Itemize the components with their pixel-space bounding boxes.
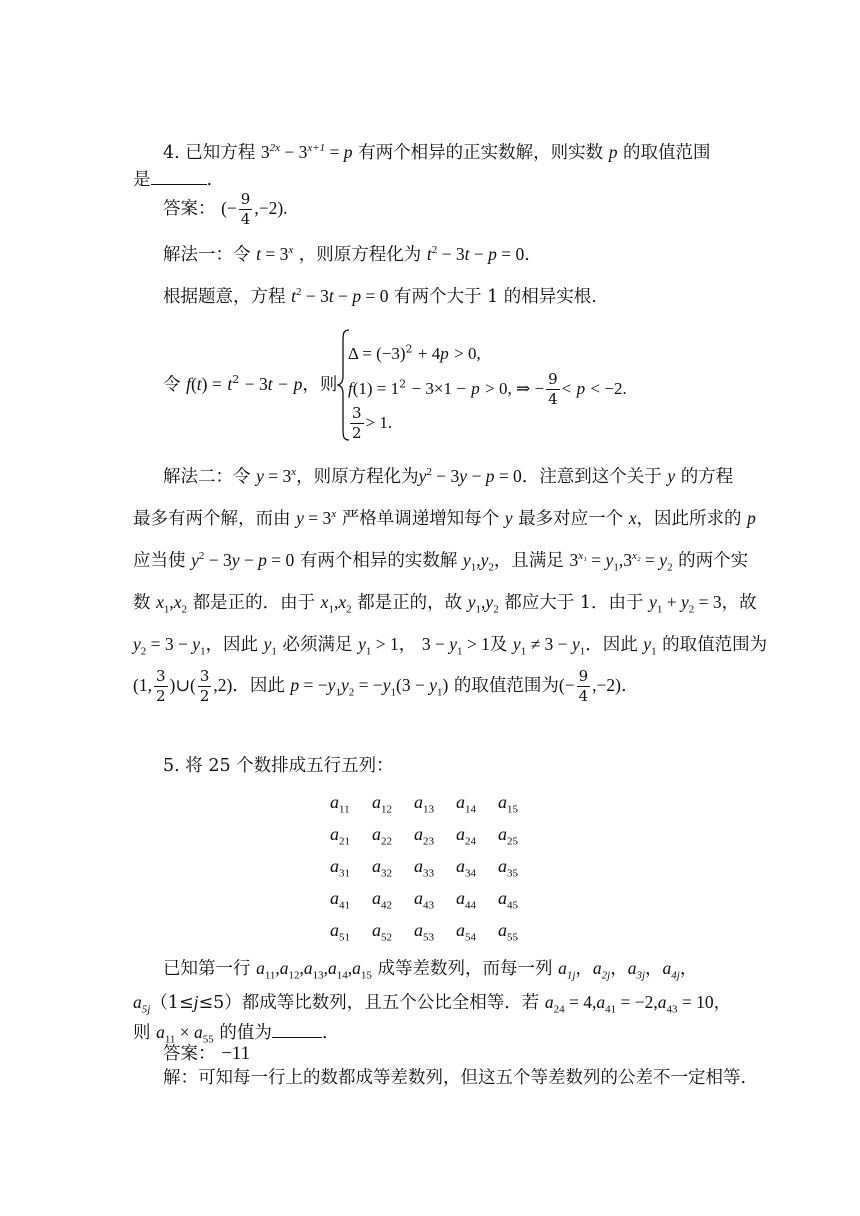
text: 及 bbox=[489, 635, 508, 655]
text: 则 bbox=[133, 1023, 151, 1043]
matrix-cell: $a_{25}$ bbox=[498, 824, 518, 848]
matrix-cell: $a_{32}$ bbox=[372, 856, 392, 880]
matrix-cell: $a_{15}$ bbox=[498, 792, 518, 816]
text: 的两个实 bbox=[678, 551, 749, 571]
matrix-cell: $a_{51}$ bbox=[330, 920, 350, 944]
text: （1≤ bbox=[150, 993, 194, 1013]
text: 必须满足 bbox=[282, 635, 353, 655]
matrix-cell: $a_{24}$ bbox=[456, 824, 476, 848]
text: ．因此 bbox=[585, 635, 638, 655]
matrix-cell: $a_{55}$ bbox=[498, 920, 518, 944]
method2-line1: 解法二：令 y = 3$^x$，则原方程化为$y^2 - 3y - p = 0$．注意到这个关于 y 的方程 bbox=[163, 466, 734, 487]
text: 令 bbox=[163, 375, 181, 395]
matrix-cell: $a_{12}$ bbox=[372, 792, 392, 816]
text: ．注意到这个关于 bbox=[521, 467, 662, 487]
problem4-answer: 答案： (− $\frac{9}{4}$ ,−2). bbox=[163, 190, 288, 228]
text: 解：可知每一行上的数都成等差数列，但这五个等差数列的公差不一定相等. bbox=[163, 1068, 747, 1088]
text: ．因此 bbox=[232, 676, 285, 696]
text: ，且满足 bbox=[493, 551, 564, 571]
matrix-cell: $a_{42}$ bbox=[372, 888, 392, 912]
matrix-cell: $a_{13}$ bbox=[414, 792, 434, 816]
method1-line2: 根据题意，方程 $t^2 - 3t - p = 0$ 有两个大于 1 的相异实根. bbox=[163, 286, 597, 307]
text: 都应大于 1．由于 bbox=[504, 593, 644, 613]
text: ，则 bbox=[302, 375, 338, 395]
text: 有两个相异的实数解 bbox=[299, 551, 458, 571]
text: 都是正的．由于 bbox=[192, 593, 316, 613]
text: 4. 已知方程 bbox=[163, 143, 256, 163]
text: ， bbox=[398, 635, 417, 655]
answer-blank bbox=[151, 168, 207, 185]
text: 的值为 bbox=[219, 1023, 272, 1043]
text: ，因此 bbox=[205, 635, 259, 655]
matrix-cell: $a_{33}$ bbox=[414, 856, 434, 880]
text: 数 bbox=[133, 593, 151, 613]
answer-label: 答案： bbox=[163, 199, 216, 219]
matrix-cell: $a_{44}$ bbox=[456, 888, 476, 912]
problem5-text-line1: 已知第一行 $a_{11},a_{12},a_{13},a_{14},a_{15}$ 成等差数列，而每一列 $a_{1j}$，$a_{2j}$，$a_{3j}$，$a_{4j}$， bbox=[163, 958, 698, 982]
text: ，则原方程化为 bbox=[298, 245, 422, 265]
system-row-1: $\Delta = (-3)^2 + 4p > 0$, bbox=[348, 342, 481, 363]
text: 最多有两个解，而由 bbox=[133, 509, 291, 529]
text: 根据题意，方程 bbox=[163, 287, 286, 307]
text: 解法一：令 bbox=[163, 245, 251, 265]
method1-line1: 解法一：令 t = 3$^x$ ，则原方程化为 $t^2 - 3t - p = 0$. bbox=[163, 244, 530, 265]
method2-line2: 最多有两个解，而由 $y = 3^x$ 严格单调递增知每个 y 最多对应一个 x，因此所求的 p bbox=[133, 508, 756, 529]
text: 的方程 bbox=[680, 467, 734, 487]
text: 最多对应一个 bbox=[518, 509, 624, 529]
text: 严格单调递增知每个 bbox=[341, 509, 500, 529]
text: 解法二：令 bbox=[163, 467, 251, 487]
text: 应当使 bbox=[133, 551, 186, 571]
matrix-cell: $a_{14}$ bbox=[456, 792, 476, 816]
text: ，则原方程化为 bbox=[296, 467, 419, 487]
problem4-statement-line2: 是 . bbox=[133, 170, 213, 190]
matrix-cell: $a_{31}$ bbox=[330, 856, 350, 880]
text: ≤5）都成等比数列，且五个公比全相等．若 bbox=[198, 993, 540, 1013]
text: 是 bbox=[133, 170, 151, 190]
problem5-text-line3: 则 $a_{11} \times a_{55}$ 的值为 . bbox=[133, 1022, 328, 1046]
matrix-cell: $a_{52}$ bbox=[372, 920, 392, 944]
text: ，因此所求的 bbox=[636, 509, 742, 529]
equation: $3^{2x} - 3^{x+1} = p$ bbox=[260, 142, 353, 162]
text: 有两个相异的正实数解，则实数 bbox=[358, 143, 604, 163]
text: ，故 bbox=[721, 593, 757, 613]
text: 有两个大于 1 的相异实根. bbox=[394, 287, 597, 307]
system-row-2: $f(1) = 1^2 - 3\times 1 - p > 0$, ⇒ − $\frac{9}{4}$ < p < −2. bbox=[348, 370, 627, 408]
text: 5. 将 25 个数排成五行五列： bbox=[163, 756, 394, 776]
problem5-text-line2: $a_{5j}(1\le j\le 5)$都成等比数列，且五个公比全相等．若 $a_{24} = 4,a_{41} = -2,a_{43} = 10$， bbox=[133, 992, 732, 1016]
problem5-solution bbox=[163, 1064, 763, 1092]
text: 的取值范围 bbox=[623, 143, 711, 163]
matrix-cell: $a_{35}$ bbox=[498, 856, 518, 880]
method1-let-function: 令 $f(t) = t^2 - 3t - p$，则 bbox=[163, 373, 338, 395]
matrix-cell: $a_{53}$ bbox=[414, 920, 434, 944]
system-row-3: $\frac{3}{2}$ > 1. bbox=[352, 404, 393, 442]
matrix-cell: $a_{45}$ bbox=[498, 888, 518, 912]
matrix-cell: $a_{41}$ bbox=[330, 888, 350, 912]
matrix-cell: $a_{22}$ bbox=[372, 824, 392, 848]
matrix-cell: $a_{21}$ bbox=[330, 824, 350, 848]
problem4-statement-line1: 4. 已知方程 $3^{2x} - 3^{x+1} = p$ 有两个相异的正实数解，则实数 p 的取值范围 bbox=[163, 142, 711, 163]
matrix-cell: $a_{34}$ bbox=[456, 856, 476, 880]
matrix-cell: $a_{11}$ bbox=[330, 792, 350, 816]
answer-value: −11 bbox=[221, 1043, 251, 1064]
text: 的取值范围为 bbox=[662, 635, 768, 655]
text: 的取值范围为 bbox=[453, 676, 559, 696]
method2-line5: $y_2 = 3 - y_1$，因此 $y_1$ 必须满足 $y_1 > 1$， $3 - y_1 > 1$及 $y_1 \ne 3 - y_1$．因此 $y_1$ 的取值范围为 bbox=[133, 634, 768, 658]
answer-label: 答案： bbox=[163, 1044, 216, 1064]
method2-line3: 应当使 $y^2 - 3y - p = 0$ 有两个相异的实数解 $y_1,y_2$，且满足 $3^{x_1} = y_1,3^{x_2} = y_2$ 的两个实 bbox=[133, 550, 749, 574]
method2-line4: 数 $x_1,x_2$ 都是正的．由于 $x_1,x_2$ 都是正的，故 $y_1,y_2$ 都应大于 1．由于 $y_1 + y_2 = 3$，故 bbox=[133, 592, 757, 616]
matrix-cell: $a_{43}$ bbox=[414, 888, 434, 912]
matrix-cell: $a_{54}$ bbox=[456, 920, 476, 944]
text: 已知第一行 bbox=[163, 959, 251, 979]
matrix-cell: $a_{23}$ bbox=[414, 824, 434, 848]
problem5-title bbox=[163, 752, 763, 780]
text: 都是正的，故 bbox=[357, 593, 463, 613]
answer-blank bbox=[272, 1021, 322, 1038]
text: 成等差数列，而每一列 bbox=[377, 959, 553, 979]
method2-line6: (1, $\frac{3}{2}$ )∪( $\frac{3}{2}$ ,2)．因此 $p = -y_1y_2 = -y_1(3 - y_1)$ 的取值范围为(− $\frac{9}{4}$ ,−2). bbox=[133, 667, 627, 705]
